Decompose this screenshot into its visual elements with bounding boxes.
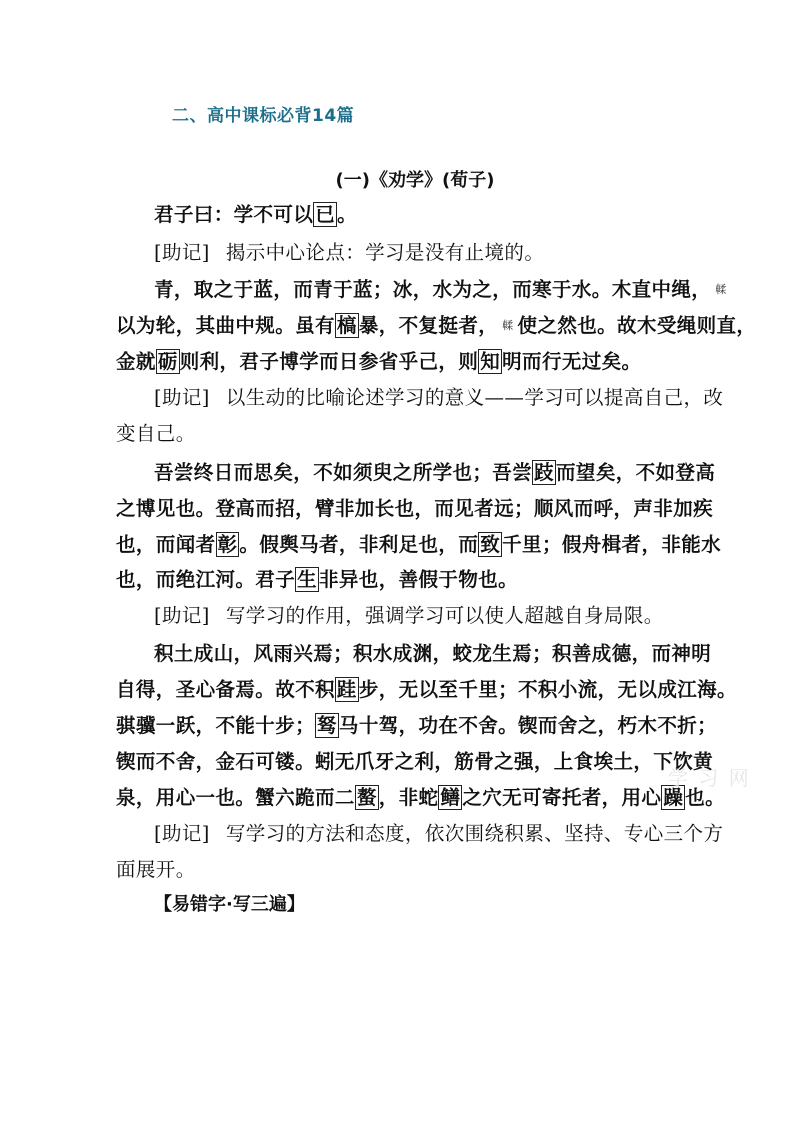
paragraph-2-line-3 bbox=[116, 349, 686, 375]
highlighted-char: 鳝 bbox=[440, 786, 461, 809]
article-title bbox=[0, 166, 794, 192]
text-run: 金就 bbox=[116, 350, 156, 373]
text-run: 自得，圣心备焉。故不积 bbox=[116, 678, 335, 701]
text-run: 吾尝终日而思矣，不如须臾之所学也；吾尝 bbox=[154, 461, 533, 484]
highlighted-char: 知 bbox=[480, 350, 501, 373]
text-run: 。假舆马者，非利足也，而 bbox=[239, 533, 479, 556]
note-text: 揭示中心论点：学习是没有止境的。 bbox=[225, 241, 545, 264]
text-run: 暴，不复挺者， bbox=[358, 314, 499, 337]
text-run: 步，无以至千里；不积小流，无以成江海。 bbox=[358, 678, 737, 701]
text-run: ，非蛇 bbox=[378, 786, 439, 809]
mnemonic-note-2-line-1 bbox=[154, 385, 724, 411]
text-run: 使之然也。故木受绳则直， bbox=[517, 314, 757, 337]
text-run: 锲而不舍，金石可镂。蚓无爪牙之利，筋骨之强，上食埃土，下饮黄 bbox=[116, 750, 714, 773]
text-run: 君子曰：学不可以 bbox=[154, 203, 314, 226]
text-run: 非异也，善假于物也。 bbox=[319, 568, 519, 591]
note-text: 变自己。 bbox=[116, 422, 196, 445]
paragraph-thesis bbox=[154, 202, 686, 228]
text-run: 马十驾，功在不舍。锲而舍之，朽木不折； bbox=[338, 714, 718, 737]
text-run: 则利，君子博学而日参省乎己，则 bbox=[179, 350, 479, 373]
annotation-mark: 輮 bbox=[502, 319, 514, 332]
highlighted-char: 生 bbox=[297, 568, 318, 591]
note-tag: [助记] bbox=[154, 386, 210, 409]
paragraph-4-line-1 bbox=[154, 641, 712, 667]
text-run: 也，而闻者 bbox=[116, 533, 216, 556]
paragraph-4-line-3 bbox=[116, 713, 718, 739]
paragraph-4-line-2 bbox=[116, 677, 737, 703]
highlighted-char: 致 bbox=[480, 533, 501, 556]
paragraph-2-line-2 bbox=[116, 313, 757, 339]
note-text: 写学习的作用，强调学习可以使人超越自身局限。 bbox=[225, 604, 664, 627]
text-run: 骐骥一跃，不能十步； bbox=[116, 714, 316, 737]
paragraph-3-line-4 bbox=[116, 567, 686, 593]
text-run: 以为轮，其曲中规。虽有 bbox=[116, 314, 335, 337]
watermark: 学 习 网 bbox=[668, 766, 751, 790]
highlighted-char: 躁 bbox=[663, 786, 684, 809]
mnemonic-note-4-line-1 bbox=[154, 821, 724, 847]
mnemonic-note-3 bbox=[154, 603, 686, 629]
text-run: 。 bbox=[337, 203, 358, 226]
paragraph-3-line-3 bbox=[116, 532, 722, 558]
text-run: 也，而绝江河。君子 bbox=[116, 568, 296, 591]
highlighted-char: 螯 bbox=[356, 786, 377, 809]
note-tag: [助记] bbox=[154, 604, 210, 627]
highlighted-char: 跂 bbox=[534, 461, 555, 484]
text-run: 明而行无过矣。 bbox=[502, 350, 642, 373]
note-text: 以生动的比喻论述学习的意义——学习可以提高自己，改 bbox=[225, 386, 724, 409]
text-run: 千里；假舟楫者，非能水 bbox=[502, 533, 722, 556]
note-text: 写学习的方法和态度，依次围绕积累、坚持、专心三个方 bbox=[225, 822, 724, 845]
text-run: 积土成山，风雨兴焉；积水成渊，蛟龙生焉；积善成德，而神明 bbox=[154, 642, 712, 665]
note-tag: [助记] bbox=[154, 822, 210, 845]
paragraph-3-line-1 bbox=[154, 460, 716, 486]
text-run: 之穴无可寄托者，用心 bbox=[462, 786, 662, 809]
typo-practice-heading: 【易错字·写三遍】 bbox=[154, 894, 305, 915]
text-run: 泉，用心一也。蟹六跪而二 bbox=[116, 786, 355, 809]
text-run: 之博见也。登高而招，臂非加长也，而见者远；顺风而呼，声非加疾 bbox=[116, 497, 714, 520]
article-title-text: (一)《劝学》(荀子) bbox=[335, 170, 495, 191]
paragraph-2-line-1 bbox=[154, 277, 727, 303]
highlighted-char: 彰 bbox=[217, 533, 238, 556]
text-run: 青，取之于蓝，而青于蓝；冰，水为之，而寒于水。木直中绳， bbox=[154, 278, 712, 301]
note-text: 面展开。 bbox=[116, 858, 196, 881]
highlighted-char: 已 bbox=[315, 203, 336, 226]
mnemonic-note-4-line-2 bbox=[116, 857, 686, 883]
note-tag: [助记] bbox=[154, 241, 210, 264]
highlighted-char: 砺 bbox=[157, 350, 178, 373]
text-run: 而望矣，不如登高 bbox=[556, 461, 716, 484]
mnemonic-note-1 bbox=[154, 240, 686, 266]
paragraph-3-line-2 bbox=[116, 496, 714, 522]
annotation-mark: 輮 bbox=[715, 283, 727, 296]
paragraph-4-line-4 bbox=[116, 749, 714, 775]
highlighted-char: 槁 bbox=[336, 314, 357, 337]
highlighted-char: 跬 bbox=[336, 678, 357, 701]
paragraph-4-line-5 bbox=[116, 785, 726, 811]
section-title: 二、高中课标必背14篇 bbox=[172, 106, 355, 126]
highlighted-char: 驽 bbox=[317, 714, 337, 737]
text-run: 也。 bbox=[685, 786, 726, 809]
mnemonic-note-2-line-2 bbox=[116, 421, 686, 447]
